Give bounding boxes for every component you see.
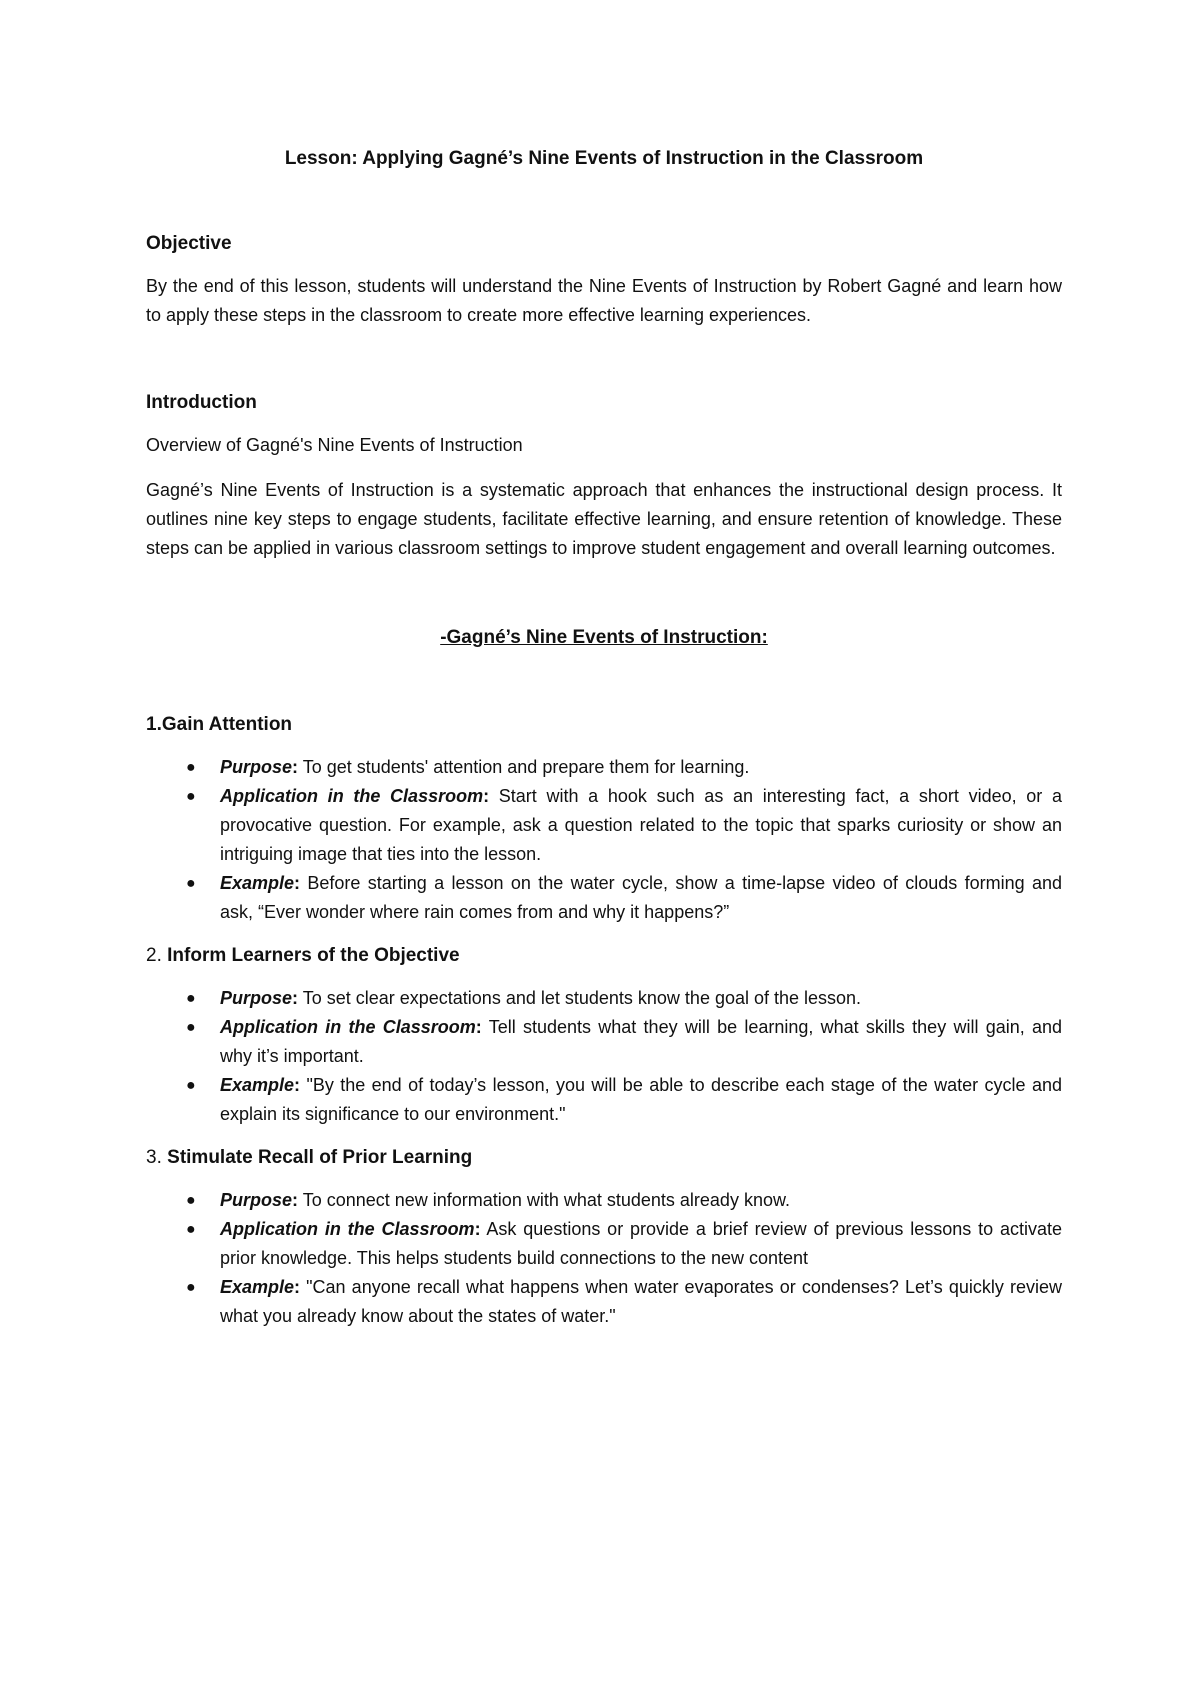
item-colon: :	[292, 988, 299, 1008]
item-label: Example	[220, 1075, 295, 1095]
item-text: Before starting a lesson on the water cycle, show a time-lapse video of clouds forming and ask, “Ever wonder where rain comes from and why it happens?”	[220, 873, 1062, 922]
list-item	[146, 1071, 1062, 1129]
event-heading	[146, 941, 1062, 970]
bullet-icon: ●	[186, 990, 196, 1007]
list-item	[146, 984, 1062, 1013]
list-item	[146, 1186, 1062, 1215]
bullet-icon: ●	[186, 788, 196, 805]
item-label: Example	[220, 1277, 295, 1297]
item-label: Purpose	[220, 757, 293, 777]
event-bullet-list	[146, 753, 1062, 927]
item-colon: :	[474, 1219, 481, 1239]
document-content	[146, 144, 1062, 1345]
event-number: 1.	[146, 714, 162, 735]
bullet-icon: ●	[186, 1019, 196, 1036]
item-text: "By the end of today’s lesson, you will be able to describe each stage of the water cycle and explain its significance to our environment."	[220, 1075, 1062, 1124]
bullet-icon: ●	[186, 1221, 196, 1238]
item-text: Tell students what they will be learning, what skills they will gain, and why it’s important.	[220, 1017, 1063, 1066]
event-heading	[146, 710, 1062, 739]
item-label: Application in the Classroom	[220, 1017, 476, 1037]
event-title: Inform Learners of the Objective	[167, 945, 460, 966]
introduction-overview: Overview of Gagné's Nine Events of Instruction	[146, 435, 523, 455]
item-colon: :	[294, 1075, 301, 1095]
item-colon: :	[475, 1017, 482, 1037]
list-item	[146, 1273, 1062, 1331]
event-number: 2.	[146, 945, 162, 966]
event-heading	[146, 1143, 1062, 1172]
item-label: Application in the Classroom	[220, 1219, 475, 1239]
bullet-icon: ●	[186, 759, 196, 776]
item-text: To connect new information with what students already know.	[298, 1190, 790, 1210]
event-bullet-list	[146, 1186, 1062, 1331]
event-number: 3.	[146, 1147, 162, 1168]
item-colon: :	[483, 786, 490, 806]
event-bullet-list	[146, 984, 1062, 1129]
introduction-heading: Introduction	[146, 392, 257, 413]
item-text: "Can anyone recall what happens when water evaporates or condenses? Let’s quickly review what you already know about the states of water."	[220, 1277, 1062, 1326]
item-text: To get students' attention and prepare them for learning.	[298, 757, 750, 777]
objective-heading: Objective	[146, 233, 232, 254]
item-label: Example	[220, 873, 295, 893]
event-title: Stimulate Recall of Prior Learning	[167, 1147, 473, 1168]
item-text: Ask questions or provide a brief review of previous lessons to activate prior knowledge. This helps students build connections to the new content	[220, 1219, 1062, 1268]
list-item	[146, 753, 1062, 782]
item-colon: :	[292, 1190, 299, 1210]
item-colon: :	[294, 873, 301, 893]
item-colon: :	[294, 1277, 301, 1297]
list-item	[146, 1013, 1062, 1071]
item-label: Purpose	[220, 988, 293, 1008]
event-title: Gain Attention	[161, 714, 293, 735]
item-colon: :	[292, 757, 299, 777]
item-label: Application in the Classroom	[220, 786, 484, 806]
item-text: Start with a hook such as an interesting fact, a short video, or a provocative question. For example, ask a question related to the topic that sparks curiosity or show an intriguing image that ties into the lesson.	[220, 786, 1062, 864]
events-heading: -Gagné’s Nine Events of Instruction:	[440, 627, 768, 648]
list-item	[146, 1215, 1062, 1273]
bullet-icon: ●	[186, 1192, 196, 1209]
objective-text: By the end of this lesson, students will understand the Nine Events of Instruction by Robert Gagné and learn how to apply these steps in the classroom to create more effective learning experiences.	[146, 276, 1062, 325]
bullet-icon: ●	[186, 875, 196, 892]
bullet-icon: ●	[186, 1279, 196, 1296]
list-item	[146, 782, 1062, 869]
bullet-icon: ●	[186, 1077, 196, 1094]
item-text: To set clear expectations and let students know the goal of the lesson.	[298, 988, 862, 1008]
introduction-text: Gagné’s Nine Events of Instruction is a systematic approach that enhances the instructional design process. It outlines nine key steps to engage students, facilitate effective learning, and ensure retention of knowledge. These steps can be applied in various classroom settings to improve student engagement and overall learning outcomes.	[146, 480, 1062, 558]
item-label: Purpose	[220, 1190, 293, 1210]
list-item	[146, 869, 1062, 927]
document-title: Lesson: Applying Gagné’s Nine Events of Instruction in the Classroom	[284, 148, 924, 169]
